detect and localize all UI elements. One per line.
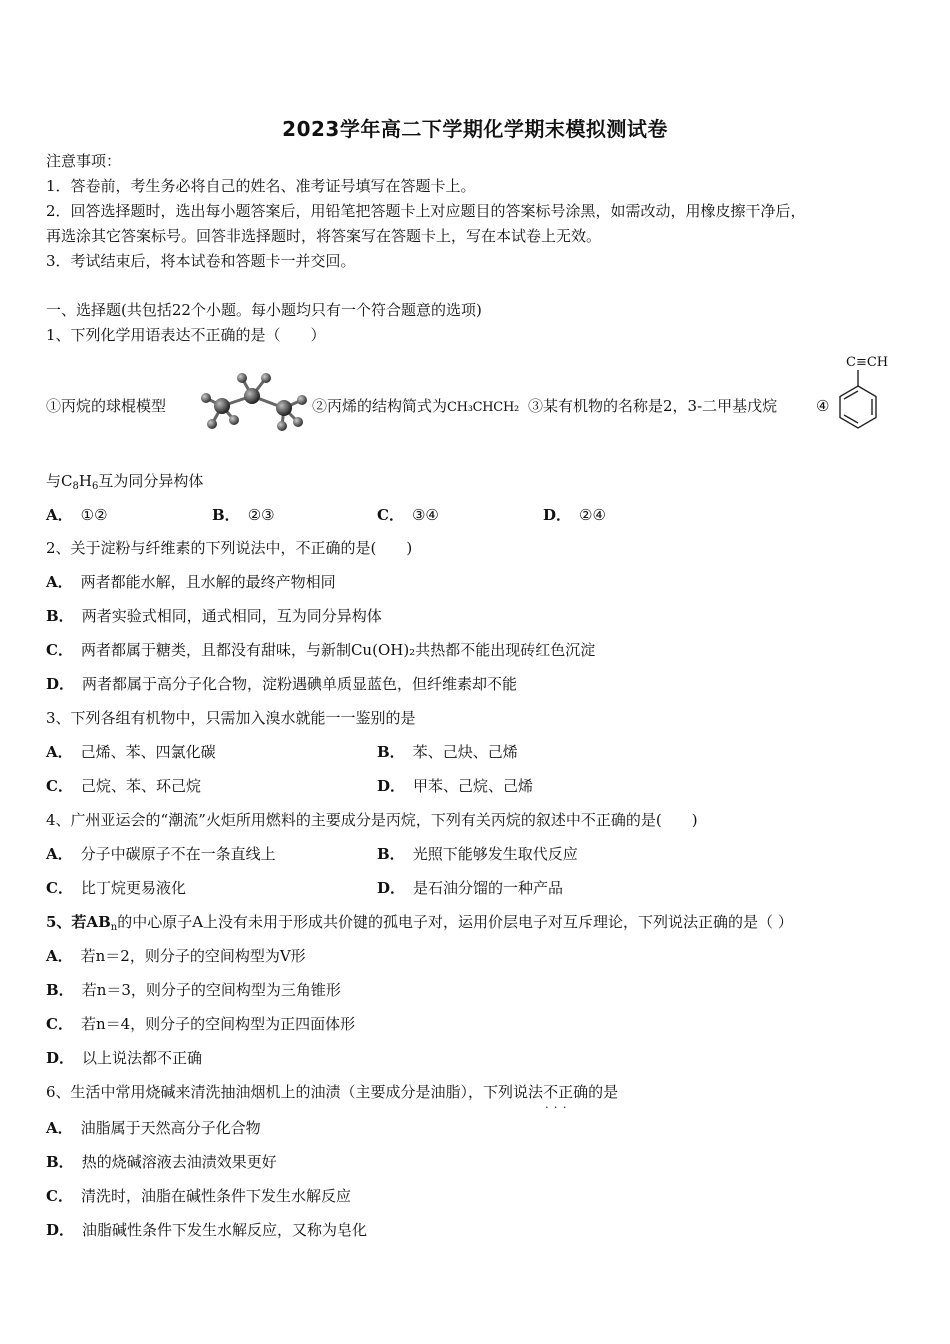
q6-option-a[interactable]	[46, 1117, 261, 1139]
option-label: C．	[46, 777, 73, 795]
q5-stem-sub: n	[110, 922, 118, 933]
q1-struct-label: C≡CH	[846, 355, 889, 370]
option-label: D．	[46, 1049, 75, 1067]
q5-option-a[interactable]	[46, 945, 306, 967]
q3-option-a[interactable]	[46, 741, 216, 763]
option-label: D．	[543, 506, 572, 524]
q1-part3: ③某有机物的名称是2，3-二甲基戊烷	[528, 397, 778, 415]
option-text: 若n＝3，则分子的空间构型为三角锥形	[81, 981, 341, 999]
option-text: 两者实验式相同，通式相同，互为同分异构体	[81, 607, 382, 625]
q5-stem-pre: 5、若AB	[46, 913, 111, 931]
option-text: ②③	[247, 506, 275, 524]
option-text: 清洗时，油脂在碱性条件下发生水解反应	[80, 1187, 351, 1205]
option-label: B．	[46, 981, 74, 999]
notice-item-1: 1．答卷前，考生务必将自己的姓名、准考证号填写在答题卡上。	[46, 177, 476, 195]
q2-option-d[interactable]	[46, 673, 517, 695]
q3-stem: 3、下列各组有机物中，只需加入溴水就能一一鉴别的是	[46, 709, 416, 727]
notice-item-2-cont: 再选涂其它答案标号。回答非选择题时，将答案写在答题卡上，写在本试卷上无效。	[46, 227, 602, 245]
q6-stem	[46, 1081, 618, 1103]
option-label: A．	[46, 506, 73, 524]
q1-option-a[interactable]	[46, 504, 108, 526]
option-label: B．	[377, 743, 405, 761]
q3-option-b[interactable]	[377, 741, 518, 763]
option-text: 油脂碱性条件下发生水解反应，又称为皂化	[82, 1221, 368, 1239]
option-text: 分子中碳原子不在一条直线上	[80, 845, 276, 863]
notice-item-2: 2．回答选择题时，选出每小题答案后，用铅笔把答题卡上对应题目的答案标号涂黑，如需改动，用橡皮擦干净后，	[46, 202, 806, 220]
q5-option-c[interactable]	[46, 1013, 355, 1035]
section-heading: 一、选择题(共包括22个小题。每小题均只有一个符合题意的选项)	[46, 301, 482, 319]
option-text: 两者都能水解，且水解的最终产物相同	[80, 573, 336, 591]
option-text: 两者都属于高分子化合物，淀粉遇碘单质显蓝色，但纤维素却不能	[82, 675, 518, 693]
q4-option-a[interactable]	[46, 843, 276, 865]
option-label: B．	[377, 845, 405, 863]
option-label: D．	[46, 1221, 75, 1239]
notice-heading: 注意事项：	[46, 152, 122, 170]
option-label: D．	[46, 675, 75, 693]
q6-option-c[interactable]	[46, 1185, 351, 1207]
q1-cont-pre: 与	[46, 472, 62, 490]
propane-ball-stick-model-icon	[186, 368, 314, 432]
q1-continuation	[46, 470, 203, 498]
option-label: A．	[46, 743, 73, 761]
option-label: C．	[377, 506, 404, 524]
q1-option-c[interactable]	[377, 504, 439, 526]
q1-cont-c-sub: 8	[72, 481, 79, 492]
q4-option-b[interactable]	[377, 843, 578, 865]
q2-option-a[interactable]	[46, 571, 336, 593]
option-text: 热的烧碱溶液去油渍效果更好	[81, 1153, 277, 1171]
option-text: ①②	[80, 506, 108, 524]
q5-option-b[interactable]	[46, 979, 341, 1001]
q6-option-d[interactable]	[46, 1219, 367, 1241]
option-text: 若n＝4，则分子的空间构型为正四面体形	[80, 1015, 356, 1033]
option-label: B．	[46, 607, 74, 625]
notice-item-3: 3．考试结束后，将本试卷和答题卡一并交回。	[46, 252, 356, 270]
option-label: A．	[46, 845, 73, 863]
q1-part1: ①丙烷的球棍模型	[46, 397, 167, 415]
option-label: D．	[377, 777, 406, 795]
option-label: D．	[377, 879, 406, 897]
q1-cont-h-sub: 6	[91, 481, 99, 492]
q5-option-d[interactable]	[46, 1047, 202, 1069]
q1-stem: 1、下列化学用语表达不正确的是（ ）	[46, 326, 326, 344]
q1-cont-c: C	[61, 472, 73, 490]
q2-option-b[interactable]	[46, 605, 382, 627]
q5-stem-post: 的中心原子A上没有未用于形成共价键的孤电子对，运用价层电子对互斥理论，下列说法正确的是（ ）	[117, 913, 793, 931]
q4-option-d[interactable]	[377, 877, 563, 899]
phenylacetylene-structure-icon	[830, 368, 886, 434]
q6-stem-post: 的是	[588, 1083, 619, 1101]
option-text: 己烯、苯、四氯化碳	[80, 743, 216, 761]
option-label: A．	[46, 947, 73, 965]
option-label: C．	[46, 879, 73, 897]
q2-option-c[interactable]	[46, 639, 595, 661]
option-text: 光照下能够发生取代反应	[412, 845, 578, 863]
option-label: B．	[46, 1153, 74, 1171]
q2-stem: 2、关于淀粉与纤维素的下列说法中，不正确的是( )	[46, 539, 413, 557]
q4-stem: 4、广州亚运会的“潮流”火炬所用燃料的主要成分是丙烷，下列有关丙烷的叙述中不正确的是( )	[46, 811, 698, 829]
q6-stem-pre: 6、生活中常用烧碱来清洗抽油烟机上的油渍（主要成分是油脂），下列说法	[46, 1083, 544, 1101]
option-text: ②④	[579, 506, 606, 524]
option-text: 己烷、苯、环己烷	[80, 777, 201, 795]
option-text: 是石油分馏的一种产品	[413, 879, 564, 897]
option-label: C．	[46, 1015, 73, 1033]
option-label: C．	[46, 641, 73, 659]
q6-stem-emphasis: 不正确 · · ·	[543, 1083, 588, 1101]
option-text: 比丁烷更易液化	[80, 879, 186, 897]
q1-part4: ④	[816, 397, 830, 415]
option-text: 两者都属于糖类，且都没有甜味，与新制Cu(OH)₂共热都不能出现砖红色沉淀	[80, 641, 596, 659]
q3-option-c[interactable]	[46, 775, 201, 797]
q4-option-c[interactable]	[46, 877, 186, 899]
option-label: A．	[46, 573, 73, 591]
option-text: 苯、己炔、己烯	[412, 743, 518, 761]
option-text: 油脂属于天然高分子化合物	[80, 1119, 261, 1137]
q1-part2-text: ②丙烯的结构简式为	[312, 397, 448, 415]
q1-option-d[interactable]	[543, 504, 606, 526]
q6-option-b[interactable]	[46, 1151, 277, 1173]
option-label: B．	[212, 506, 240, 524]
option-text: ③④	[411, 506, 439, 524]
page-title: 2023学年高二下学期化学期末模拟测试卷	[282, 117, 668, 141]
option-text: 甲苯、己烷、己烯	[413, 777, 534, 795]
q3-option-d[interactable]	[377, 775, 533, 797]
q1-option-b[interactable]	[212, 504, 275, 526]
option-text: 若n＝2，则分子的空间构型为V形	[80, 947, 306, 965]
q1-cont-post: 互为同分异构体	[98, 472, 204, 490]
option-text: 以上说法都不正确	[82, 1049, 203, 1067]
q1-cont-h: H	[78, 472, 92, 490]
q1-part2	[312, 395, 519, 419]
q5-stem	[46, 911, 793, 939]
option-label: A．	[46, 1119, 73, 1137]
q1-part2-formula: CH₃CHCH₂	[447, 400, 519, 415]
option-label: C．	[46, 1187, 73, 1205]
